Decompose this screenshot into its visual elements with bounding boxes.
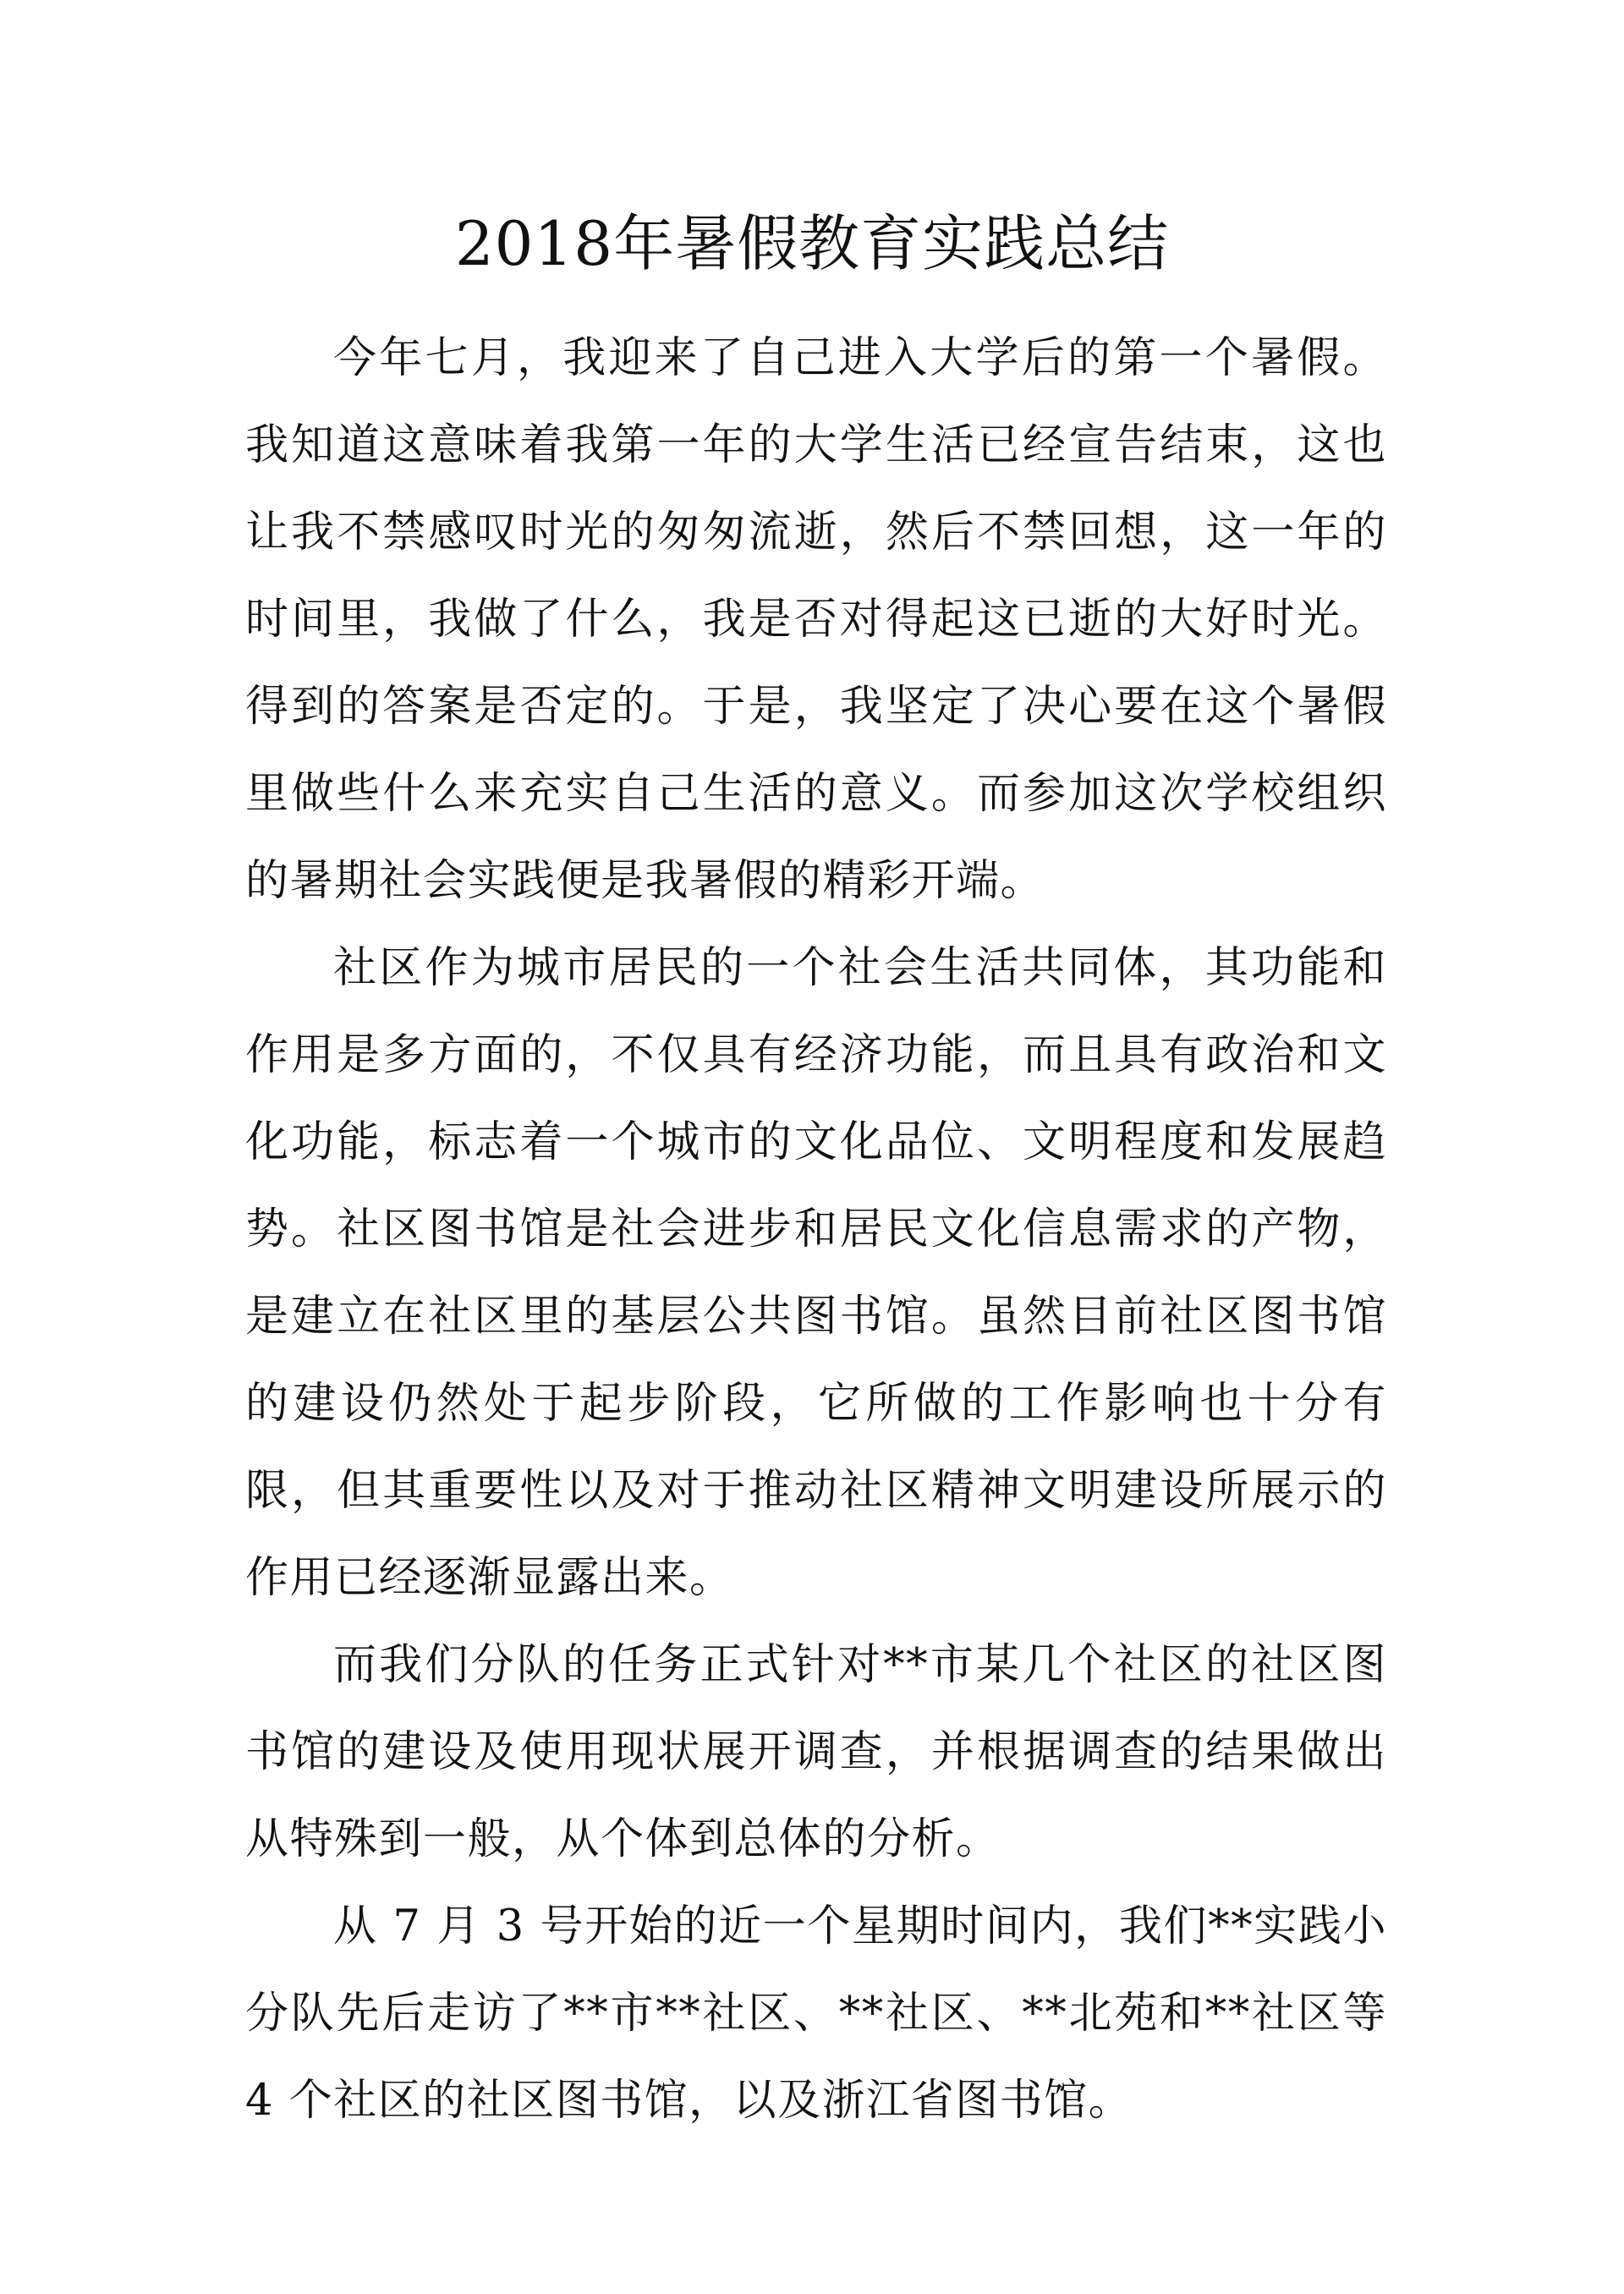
document-title: 2018年暑假教育实践总结	[454, 208, 1170, 279]
document-body	[245, 315, 1387, 2144]
paragraph: 社区作为城市居民的一个社会生活共同体，其功能和作用是多方面的，不仅具有经济功能，而且具有政治和文化功能，标志着一个城市的文化品位、文明程度和发展趋势。社区图书馆是社会进步和居民文化信息需求的产物，是建立在社区里的基层公共图书馆。虽然目前社区图书馆的建设仍然处于起步阶段，它所做的工作影响也十分有限，但其重要性以及对于推动社区精神文明建设所展示的作用已经逐渐显露出来。	[245, 943, 1387, 1603]
paragraph: 今年七月，我迎来了自己进入大学后的第一个暑假。我知道这意味着我第一年的大学生活已经宣告结束，这也让我不禁感叹时光的匆匆流逝，然后不禁回想，这一年的时间里，我做了什么，我是否对得起这已逝的大好时光。得到的答案是否定的。于是，我坚定了决心要在这个暑假里做些什么来充实自己生活的意义。而参加这次学校组织的暑期社会实践便是我暑假的精彩开端。	[245, 333, 1387, 906]
paragraph: 而我们分队的任务正式针对**市某几个社区的社区图书馆的建设及使用现状展开调查，并根据调查的结果做出从特殊到一般，从个体到总体的分析。	[245, 1640, 1387, 1864]
paragraph: 从 7 月 3 号开始的近一个星期时间内，我们**实践小分队先后走访了**市**社区、**社区、**北苑和**社区等 4 个社区的社区图书馆，以及浙江省图书馆。	[245, 1902, 1387, 2126]
